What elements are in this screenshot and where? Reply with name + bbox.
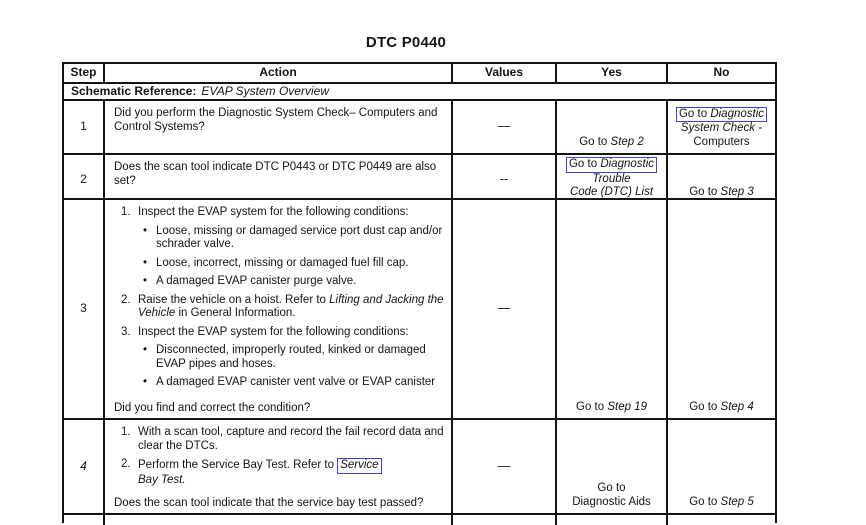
action-cell: [105, 200, 453, 418]
link-continuation: Code (DTC) List: [569, 186, 654, 198]
table-row-step-4: [64, 420, 775, 515]
list-item: 2. Perform the Service Bay Test. Refer to Service Bay Test.: [121, 458, 445, 487]
bullet-item: • Disconnected, improperly routed, kinked or damaged EVAP pipes and hoses.: [143, 344, 426, 370]
column-header-yes: Yes: [557, 64, 668, 82]
yes-cell: [557, 155, 668, 204]
list-number: 1.: [121, 206, 131, 218]
list-number: 2.: [121, 458, 131, 470]
schematic-reference-value: EVAP System Overview: [201, 83, 329, 98]
goto-step-5: Go to Step 5: [689, 495, 754, 508]
values-cell: —: [453, 420, 557, 513]
column-header-step: Step: [64, 64, 105, 82]
schematic-reference-label: Schematic Reference:: [71, 83, 197, 98]
bullet-item: • A damaged EVAP canister vent valve or EVAP canister: [143, 376, 436, 388]
action-text: Does the scan tool indicate DTC P0443 or DTC P0449 are also set?: [114, 161, 437, 187]
values-cell: --: [453, 155, 557, 204]
step-number: 1: [64, 101, 105, 153]
goto-diagnostic-aids: Diagnostic Aids: [572, 495, 651, 508]
column-header-no: No: [713, 65, 730, 80]
dtc-diagnostic-table: [62, 62, 777, 523]
list-item: 1. With a scan tool, capture and record the fail record data and clear the DTCs.: [121, 426, 444, 452]
table-row-step-2: [64, 155, 775, 200]
clipped-next-row: [64, 515, 775, 525]
table-row-step-3: [64, 200, 775, 420]
table-header-row: [64, 64, 775, 84]
step-number: 3: [64, 200, 105, 418]
service-bay-test-link[interactable]: Service: [337, 458, 381, 474]
action-cell: [105, 420, 453, 513]
yes-cell: [557, 101, 668, 153]
question-text: Does the scan tool indicate that the service bay test passed?: [114, 496, 424, 509]
bullet-icon: •: [143, 256, 148, 269]
goto-step-2: Go to Step 2: [579, 135, 644, 148]
action-cell: [105, 101, 453, 153]
yes-cell: [557, 420, 668, 513]
list-item: 2. Raise the vehicle on a hoist. Refer to Lifting and Jacking the Vehicle in General Information.: [121, 293, 444, 319]
action-numbered-list: [114, 426, 445, 492]
list-item: 1. Inspect the EVAP system for the following conditions:: [121, 206, 409, 218]
list-number: 2.: [121, 293, 131, 306]
values-cell: —: [453, 200, 557, 418]
link-continuation: Bay Test.: [138, 473, 186, 486]
no-cell: [668, 200, 775, 418]
table-row-step-1: [64, 101, 775, 155]
list-item: 3. Inspect the EVAP system for the following conditions:: [121, 325, 409, 338]
action-cell: [105, 155, 453, 204]
bullet-item: • A damaged EVAP canister purge valve.: [143, 275, 357, 287]
link-continuation: System Check -: [680, 122, 763, 134]
diagnostic-system-check-link[interactable]: Go to Diagnostic: [676, 107, 767, 123]
schematic-reference-cell: [64, 84, 775, 99]
values-cell: —: [453, 101, 557, 153]
no-cell: [668, 420, 775, 513]
diagnostic-trouble-code-list-link[interactable]: Go to Diagnostic: [566, 157, 657, 173]
schematic-reference-row: [64, 84, 775, 101]
bullet-icon: •: [143, 344, 148, 356]
step-number: 2: [64, 155, 105, 204]
step-number: 4: [64, 420, 105, 513]
list-number: 3.: [121, 325, 131, 338]
goto-step-4: Go to Step 4: [689, 400, 754, 413]
goto-step-3: Go to Step 3: [689, 186, 754, 198]
no-cell: [668, 101, 775, 153]
no-cell: [668, 155, 775, 204]
column-header-values: Values: [453, 64, 557, 82]
column-header-action: Action: [105, 64, 453, 82]
goto-step-19: Go to Step 19: [576, 400, 647, 413]
lifting-jacking-reference: Lifting and Jacking the Vehicle: [138, 293, 444, 319]
yes-cell: [557, 200, 668, 418]
action-numbered-list: [114, 206, 445, 395]
question-text: Did you find and correct the condition?: [114, 401, 311, 414]
goto-diagnostic-aids: Go to: [597, 482, 626, 494]
bullet-icon: •: [143, 275, 148, 287]
action-text: Did you perform the Diagnostic System Check– Computers and Control Systems?: [114, 107, 438, 133]
link-continuation: Trouble: [592, 172, 631, 185]
bullet-item: • Loose, missing or damaged service port dust cap and/or schrader valve.: [143, 224, 443, 250]
bullet-icon: •: [143, 224, 148, 237]
link-continuation: Computers: [693, 135, 750, 148]
bullet-icon: •: [143, 376, 148, 388]
list-number: 1.: [121, 426, 131, 438]
page-title: DTC P0440: [365, 34, 447, 51]
bullet-item: • Loose, incorrect, missing or damaged fuel fill cap.: [143, 256, 409, 269]
